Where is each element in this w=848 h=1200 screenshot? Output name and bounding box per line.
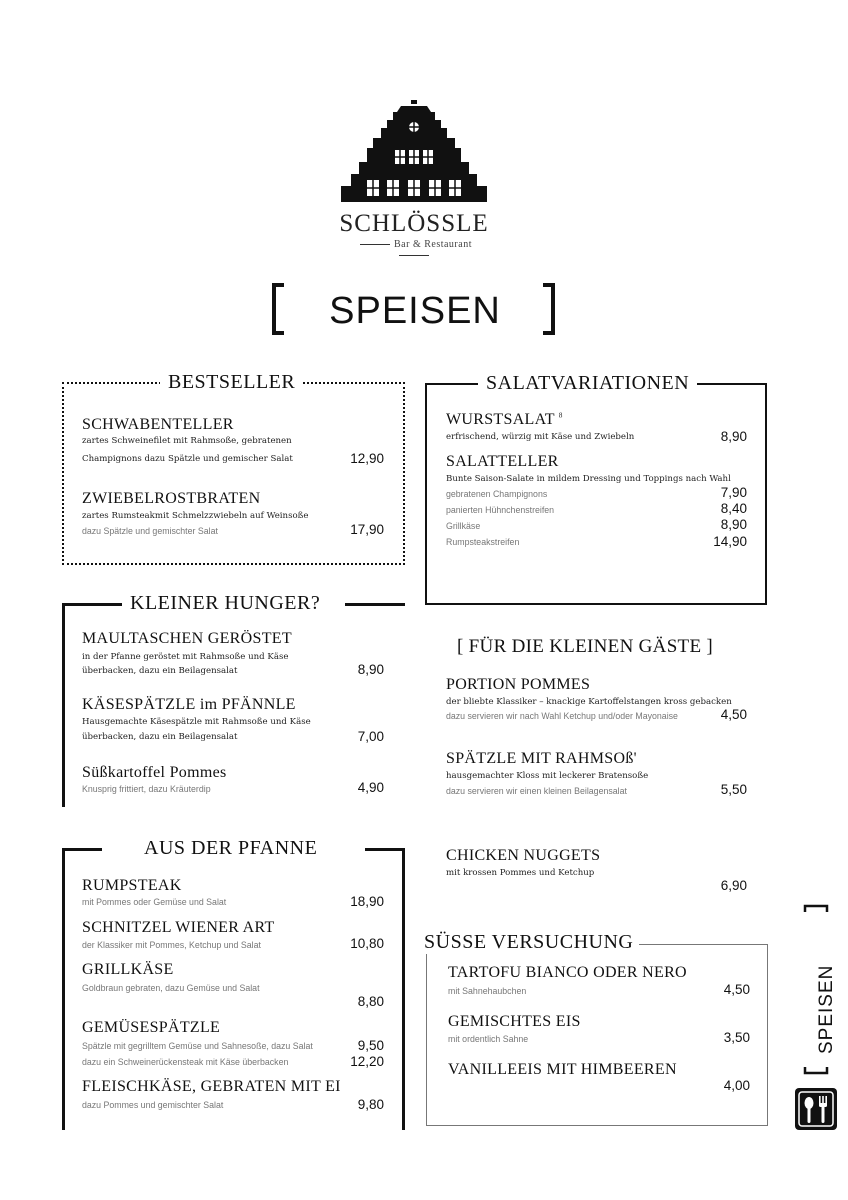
item-maultaschen: MAULTASCHEN GERÖSTET — [82, 630, 292, 647]
item-price: 8,90 — [720, 429, 747, 444]
topping-label: panierten Hühnchenstreifen — [446, 505, 555, 515]
item-fleischkaese: FLEISCHKÄSE, GEBRATEN MIT EI — [82, 1078, 341, 1095]
side-label: SPEISEN — [816, 964, 837, 1054]
kleiner-hunger-title: KLEINER HUNGER? — [122, 592, 328, 615]
frame-line — [345, 603, 405, 606]
item-price: 8,80 — [357, 994, 384, 1009]
item-schwabenteller: SCHWABENTELLER — [82, 416, 234, 433]
topping-label: Rumpsteakstreifen — [446, 537, 520, 547]
title-bracket-right — [541, 283, 557, 335]
topping-price: 7,90 — [720, 485, 747, 500]
item-desc: dazu Spätzle und gemischter Salat — [82, 526, 218, 536]
item-desc: erfrischend, würzig mit Käse und Zwiebeln — [446, 432, 635, 442]
item-price: 4,00 — [723, 1078, 750, 1093]
cutlery-icon — [794, 1087, 838, 1131]
item-desc: überbacken, dazu ein Beilagensalat — [82, 732, 238, 742]
brand-subtitle-text: Bar & Restaurant — [394, 239, 472, 250]
item-desc: mit krossen Pommes und Ketchup — [446, 868, 595, 878]
castle-logo — [337, 100, 491, 208]
topping-price: 8,40 — [720, 501, 747, 516]
item-price: 12,20 — [350, 1054, 384, 1069]
topping-price: 14,90 — [713, 534, 747, 549]
item-spaetzle-rahmsosse: SPÄTZLE MIT RAHMSOß' — [446, 750, 637, 767]
side-bracket-bottom — [803, 1065, 829, 1075]
frame-line — [62, 848, 102, 851]
item-chicken-nuggets: CHICKEN NUGGETS — [446, 847, 601, 864]
item-desc: Spätzle mit gegrilltem Gemüse und Sahnesoße, dazu Salat — [82, 1041, 313, 1051]
item-desc: zartes Rumsteakmit Schmelzzwiebeln auf Weinsoße — [82, 511, 309, 521]
item-price: 12,90 — [350, 451, 384, 466]
topping-label: Grillkäse — [446, 521, 481, 531]
item-portion-pommes: PORTION POMMES — [446, 676, 591, 693]
frame-line — [62, 848, 65, 1130]
item-desc: mit ordentlich Sahne — [448, 1034, 529, 1044]
item-desc: der Klassiker mit Pommes, Ketchup und Salat — [82, 940, 261, 950]
item-desc: Knusprig frittiert, dazu Kräuterdip — [82, 784, 211, 794]
item-price: 4,90 — [357, 780, 384, 795]
item-desc: dazu servieren wir nach Wahl Ketchup und/oder Mayonaise — [446, 711, 678, 721]
page-title: SPEISEN — [329, 290, 501, 332]
side-bracket-top — [803, 904, 829, 914]
item-desc: Champignons dazu Spätzle und gemischer Salat — [82, 454, 293, 464]
item-price: 9,80 — [357, 1097, 384, 1112]
item-desc: dazu Pommes und gemischter Salat — [82, 1100, 224, 1110]
item-price: 10,80 — [350, 936, 384, 951]
item-desc: mit Pommes oder Gemüse und Salat — [82, 897, 227, 907]
item-grillkaese: GRILLKÄSE — [82, 961, 174, 978]
item-desc: hausgemachter Kloss mit leckerer Bratensoße — [446, 771, 649, 781]
title-bracket-left — [270, 283, 286, 335]
brand-name: SCHLÖSSLE — [339, 210, 489, 237]
bestseller-box — [62, 382, 405, 565]
item-price: 8,90 — [357, 662, 384, 677]
aus-der-pfanne-title: AUS DER PFANNE — [136, 837, 325, 860]
item-price: 4,50 — [723, 982, 750, 997]
item-desc: dazu servieren wir einen kleinen Beilagensalat — [446, 786, 627, 796]
item-desc: Hausgemachte Käsespätzle mit Rahmsoße und Käse — [82, 717, 311, 727]
item-kaesespaetzle: KÄSESPÄTZLE im PFÄNNLE — [82, 696, 296, 713]
item-desc: Bunte Saison-Salate in mildem Dressing und Toppings nach Wahl — [446, 474, 731, 484]
item-price: 3,50 — [723, 1030, 750, 1045]
brand-subtitle — [338, 239, 490, 261]
item-schnitzel: SCHNITZEL WIENER ART — [82, 919, 275, 936]
frame-line — [62, 603, 65, 807]
item-desc: Goldbraun gebraten, dazu Gemüse und Salat — [82, 983, 260, 993]
item-rumpsteak: RUMPSTEAK — [82, 877, 182, 894]
frame-line — [402, 848, 405, 1130]
item-price: 17,90 — [350, 522, 384, 537]
frame-line — [62, 603, 122, 606]
allergen-note: 8 — [558, 411, 563, 420]
item-price: 7,00 — [357, 729, 384, 744]
suesse-title: SÜSSE VERSUCHUNG — [418, 931, 639, 954]
item-desc: zartes Schweinefilet mit Rahmsoße, gebratenen — [82, 436, 292, 446]
item-price: 5,50 — [720, 782, 747, 797]
topping-price: 8,90 — [720, 517, 747, 532]
item-desc: dazu ein Schweinerückensteak mit Käse überbacken — [82, 1057, 289, 1067]
item-price: 6,90 — [720, 878, 747, 893]
kleine-gaeste-title: [ FÜR DIE KLEINEN GÄSTE ] — [457, 636, 714, 657]
bestseller-title: BESTSELLER — [160, 371, 303, 394]
item-price: 4,50 — [720, 707, 747, 722]
item-vanilleeis: VANILLEEIS MIT HIMBEEREN — [448, 1061, 677, 1078]
salat-title: SALATVARIATIONEN — [478, 372, 697, 395]
item-desc: mit Sahnehaubchen — [448, 986, 527, 996]
item-gemuesespaetzle: GEMÜSESPÄTZLE — [82, 1019, 221, 1036]
item-suesskartoffel: Süßkartoffel Pommes — [82, 764, 227, 781]
item-desc: der bliebte Klassiker – knackige Kartoffelstangen kross gebacken — [446, 697, 732, 707]
item-price: 18,90 — [350, 894, 384, 909]
item-salatteller: SALATTELLER — [446, 453, 559, 470]
item-desc: überbacken, dazu ein Beilagensalat — [82, 666, 238, 676]
item-price: 9,50 — [357, 1038, 384, 1053]
item-tartufo: TARTOFU BIANCO ODER NERO — [448, 964, 687, 981]
topping-label: gebratenen Champignons — [446, 489, 548, 499]
item-zwiebelrostbraten: ZWIEBELROSTBRATEN — [82, 490, 261, 507]
frame-line — [365, 848, 405, 851]
item-gemischtes-eis: GEMISCHTES EIS — [448, 1013, 581, 1030]
item-wurstsalat — [446, 411, 563, 429]
wurstsalat-name: WURSTSALAT — [446, 411, 555, 428]
item-desc: in der Pfanne geröstet mit Rahmsoße und Käse — [82, 652, 289, 662]
